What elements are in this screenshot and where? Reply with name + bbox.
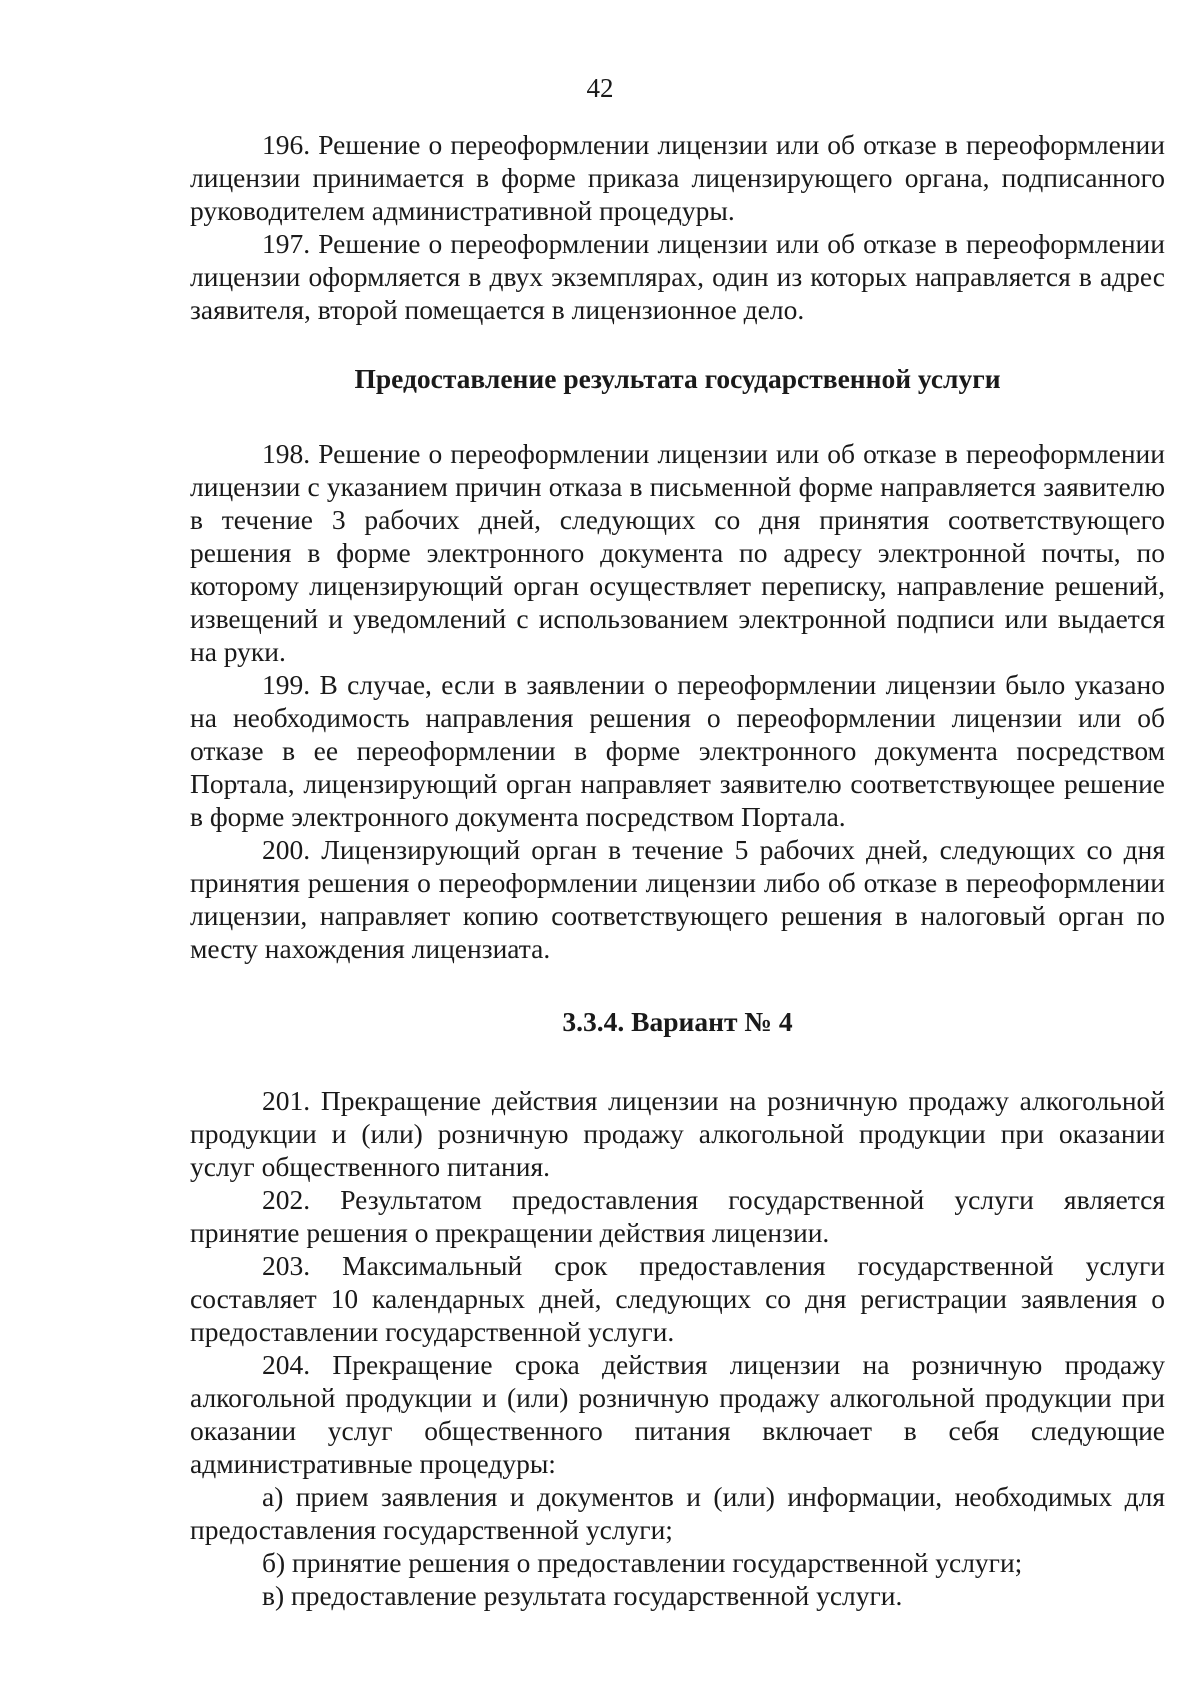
paragraph-200: 200. Лицензирующий орган в течение 5 рабочих дней, следующих со дня принятия решения о переоформлении лицензии либо об отказе в переоформлении лицензии, направляет копию соответствующего решения в налоговый орган по месту нахождения лицензиата. [190,834,1165,964]
paragraph-203: 203. Максимальный срок предоставления государственной услуги составляет 10 календарных дней, следующих со дня регистрации заявления о предоставлении государственной услуги. [190,1250,1165,1347]
paragraph-197: 197. Решение о переоформлении лицензии или об отказе в переоформлении лицензии оформляется в двух экземплярах, один из которых направляется в адрес заявителя, второй помещается в лицензионное дело. [190,228,1165,325]
paragraph-202: 202. Результатом предоставления государственной услуги является принятие решения о прекращении действия лицензии. [190,1184,1165,1248]
paragraph-196: 196. Решение о переоформлении лицензии или об отказе в переоформлении лицензии принимается в форме приказа лицензирующего органа, подписанного руководителем административной процедуры. [190,129,1165,226]
paragraph-198: 198. Решение о переоформлении лицензии или об отказе в переоформлении лицензии с указанием причин отказа в письменной форме направляется заявителю в течение 3 рабочих дней, следующих со дня принятия соответствующего решения в форме электронного документа по адресу электронной почты, по которому лицензирующий орган осуществляет переписку, направление решений, извещений и уведомлений с использованием электронной подписи или выдается на руки. [190,438,1165,667]
list-item-b: б) принятие решения о предоставлении государственной услуги; [262,1547,1023,1578]
paragraph-199: 199. В случае, если в заявлении о переоформлении лицензии было указано на необходимость направления решения о переоформлении лицензии или об отказе в ее переоформлении в форме электронного документа посредством Портала, лицензирующий орган направляет заявителю соответствующее решение в форме электронного документа посредством Портала. [190,669,1165,832]
list-item-v: в) предоставление результата государственной услуги. [262,1580,903,1611]
page-number: 42 [586,73,614,103]
section-heading-variant-4: 3.3.4. Вариант № 4 [562,1006,793,1037]
paragraph-204: 204. Прекращение срока действия лицензии на розничную продажу алкогольной продукции и (или) розничную продажу алкогольной продукции при оказании услуг общественного питания включает в себя следующие административные процедуры: [190,1349,1165,1479]
section-heading-result: Предоставление результата государственной услуги [354,363,1001,394]
document-body [190,128,1165,1612]
list-item-a: а) прием заявления и документов и (или) информации, необходимых для предоставления государственной услуги; [190,1481,1165,1545]
paragraph-201: 201. Прекращение действия лицензии на розничную продажу алкогольной продукции и (или) розничную продажу алкогольной продукции при оказании услуг общественного питания. [190,1085,1165,1182]
